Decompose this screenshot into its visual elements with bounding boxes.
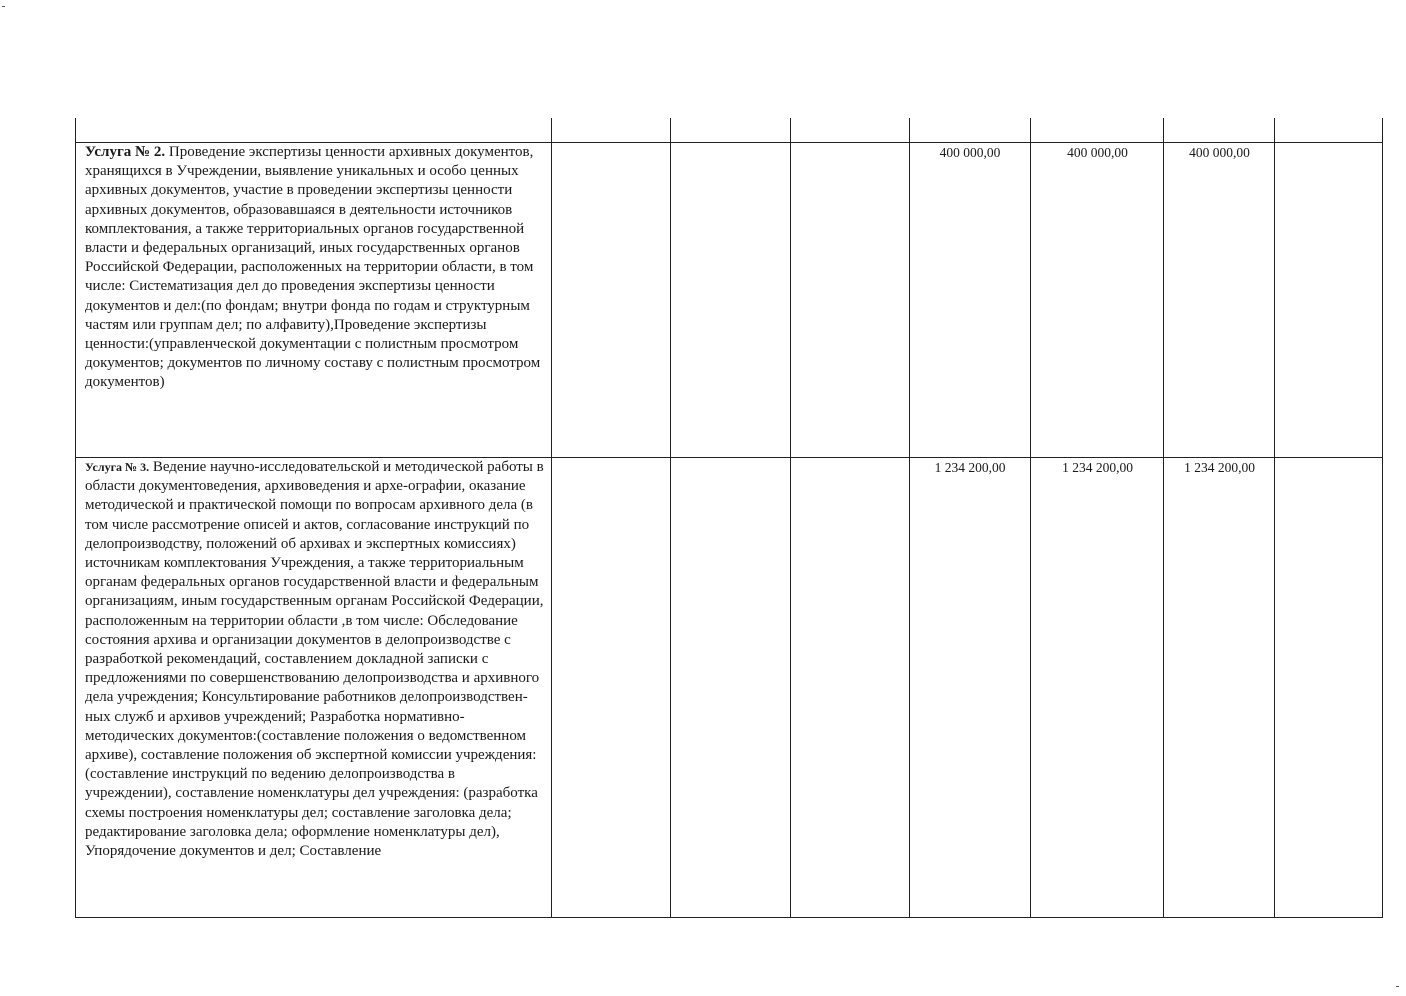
column-divider	[551, 118, 552, 917]
service-2-description	[85, 143, 545, 393]
service-2-amount-3: 400 000,00	[1189, 145, 1250, 160]
service-3-amount-1: 1 234 200,00	[934, 460, 1006, 475]
service-2-amount-1: 400 000,00	[939, 145, 1001, 160]
service-3-amount-3: 1 234 200,00	[1184, 460, 1255, 475]
scan-speck	[2, 6, 5, 7]
service-3-text: Ведение научно-исследовательской и методической работы в области документоведения, архивоведения и архе-ографии, оказание методической и практической помощи по вопросам архивного дела (в том числе рассмотрение описей и актов, согласование инструкций по делопроизводству, положений об архивах и экспертных комиссиях) источникам комплектования Учреждения, а также территориальным органам федеральных органов государственной власти и федеральным организациям, иным государственным органам Российской Федерации, расположенным на территории области ,в том числе: Обследование состояния архива и организации документов в делопроизводстве с разработкой рекомендаций, составлением докладной записки с предложениями по совершенствованию делопроизводства и архивного дела учреждения; Консультирование работников делопроизводствен-ных служб и архивов учреждений; Разработка нормативно-методических документов:(составление положения о ведомственном архиве), составление положения об экспертной комиссии учреждения: (составление инструкций по ведению делопроизводства в учреждении), составление номенклатуры дел учреждения: (разработка схемы построения номенклатуры дел; составление заголовка дела; редактирование заголовка дела; оформление номенклатуры дел), Упорядочение документов и дел; Составление	[85, 459, 544, 860]
service-3-description	[85, 458, 545, 861]
service-2-text: Проведение экспертизы ценности архивных документов, хранящихся в Учреждении, выявление уникальных и особо ценных архивных документов, участие в проведении экспертизы ценности архивных документов, образовавшаяся в деятельности источников комплектования, а также территориальных органов государственной власти и федеральных организаций, иных государственных органов Российской Федерации, расположенных на территории области, в том числе: Систематизация дел до проведения экспертизы ценности документов и дел:(по фондам; внутри фонда по годам и структурным частям или группам дел; по алфавиту),Проведение экспертизы ценности:(управленческой документации с полистным просмотром документов; документов по личному составу с полистным просмотром документов)	[85, 144, 541, 391]
column-divider	[670, 118, 671, 917]
service-2-label: Услуга № 2.	[85, 144, 166, 160]
service-2-amount-2: 400 000,00	[1067, 145, 1128, 160]
column-divider	[1274, 118, 1275, 917]
service-3-amount-2: 1 234 200,00	[1062, 460, 1133, 475]
column-divider	[790, 118, 791, 917]
service-3-label: Услуга № 3.	[85, 460, 150, 474]
scan-speck	[1396, 986, 1399, 987]
column-divider	[1163, 118, 1164, 917]
column-divider	[909, 118, 910, 917]
column-divider	[1030, 118, 1031, 917]
